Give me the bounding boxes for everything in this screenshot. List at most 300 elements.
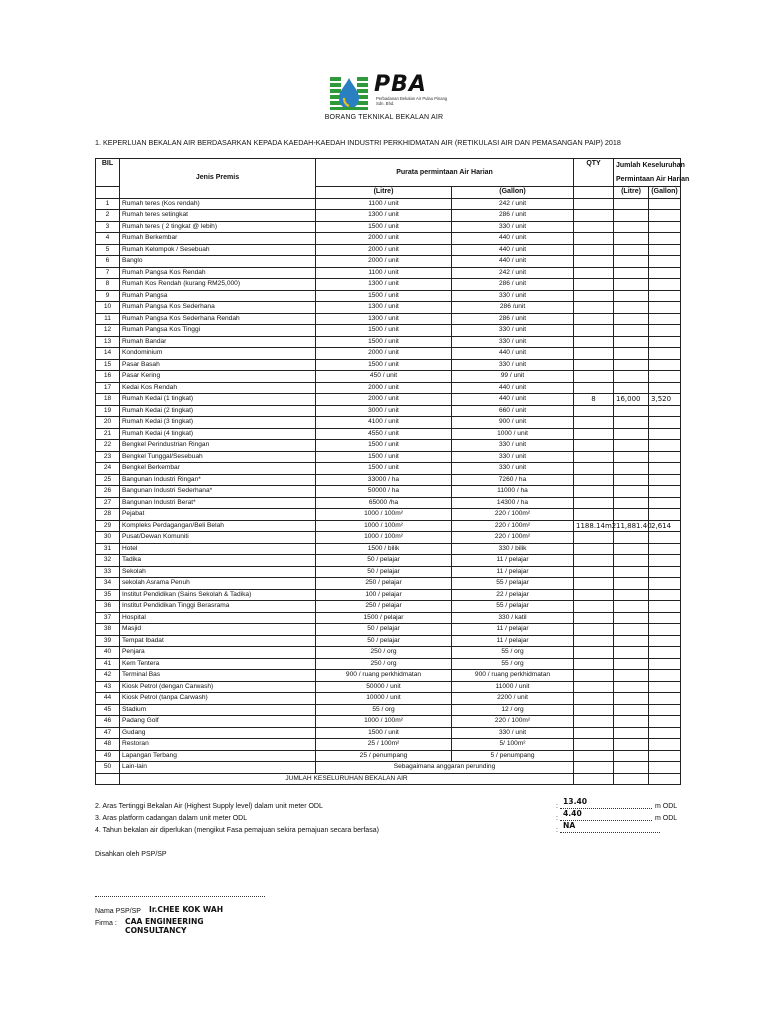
row-jenis: Tempat Ibadat [120,635,316,647]
table-row [96,451,681,463]
row-total-gallon [649,440,681,452]
row-qty [574,739,614,751]
row-litre: 250 / org [316,658,452,670]
col-jumlah-header-1: Jumlah Keseluruhan [614,159,681,174]
name-value: Ir.CHEE KOK WAH [149,905,224,914]
firm-value-line1: CAA ENGINEERING [125,917,204,926]
row-total-litre [614,371,649,383]
row-gallon: 55 / pelajar [452,578,574,590]
row-litre: 50000 / unit [316,681,452,693]
row-total-litre [614,440,649,452]
row-total-litre [614,555,649,567]
row-bil: 23 [96,451,120,463]
row-total-litre [614,382,649,394]
water-demand-table [95,158,690,785]
note3-value: 4.40 [563,809,582,818]
row-bil: 36 [96,601,120,613]
row-jenis: Rumah Pangsa Kos Sederhana [120,302,316,314]
row-total-gallon [649,647,681,659]
table-row [96,359,681,371]
row-bil: 30 [96,532,120,544]
row-total-litre [614,302,649,314]
row-bil: 40 [96,647,120,659]
row-qty [574,497,614,509]
row-jenis: Pusat/Dewan Komuniti [120,532,316,544]
row-jenis: Sekolah [120,566,316,578]
table-row [96,532,681,544]
note3-unit: m ODL [655,815,678,822]
row-qty [574,313,614,325]
row-qty [574,198,614,210]
row-total-litre [614,463,649,475]
row-gallon: 440 / unit [452,394,574,406]
row-total-gallon [649,267,681,279]
row-litre: 1500 / unit [316,440,452,452]
row-jenis: Padang Golf [120,716,316,728]
row-litre: 250 / org [316,647,452,659]
row-bil: 11 [96,313,120,325]
row-qty [574,325,614,337]
row-qty [574,428,614,440]
row-jenis: sekolah Asrama Penuh [120,578,316,590]
row-jenis: Kiosk Petrol (tanpa Carwash) [120,693,316,705]
row-litre: 1000 / 100m² [316,532,452,544]
note-supply-year: 4. Tahun bekalan air diperlukan (mengikut Fasa pemajuan sekira pemajuan secara berfasa) [95,827,379,834]
table-row [96,440,681,452]
row-jenis: Pasar Kering [120,371,316,383]
row-jenis: Bengkel Tunggal/Sesebuah [120,451,316,463]
table-row [96,394,681,406]
row-jenis: Institut Pendidikan (Sains Sekolah & Tadika) [120,589,316,601]
row-total-gallon [649,198,681,210]
row-gallon: 22 / pelajar [452,589,574,601]
row-jenis: Hotel [120,543,316,555]
row-bil: 21 [96,428,120,440]
row-qty [574,589,614,601]
row-gallon: 99 / unit [452,371,574,383]
row-qty [574,244,614,256]
pba-logo [330,74,448,112]
row-litre: 4100 / unit [316,417,452,429]
row-gallon: 286 / unit [452,313,574,325]
row-bil: 4 [96,233,120,245]
row-litre: 50 / pelajar [316,555,452,567]
row-jenis: Rumah teres setingkat [120,210,316,222]
table-row [96,658,681,670]
row-total-litre [614,543,649,555]
row-litre: 50000 / ha [316,486,452,498]
row-bil: 29 [96,520,120,532]
table-row [96,198,681,210]
row-qty [574,210,614,222]
row-total-gallon: 3,520 [649,394,681,406]
col-litre-header: (Litre) [316,187,452,199]
row-bil: 44 [96,693,120,705]
row-bil: 18 [96,394,120,406]
row-bil: 3 [96,221,120,233]
col-qty-header: QTY [574,159,614,187]
table-row [96,210,681,222]
table-row [96,233,681,245]
row-jenis: Pejabat [120,509,316,521]
row-gallon: 242 / unit [452,267,574,279]
row-bil: 38 [96,624,120,636]
row-total-litre [614,624,649,636]
table-row [96,589,681,601]
row-qty [574,256,614,268]
row-bil: 14 [96,348,120,360]
row-total-gallon [649,578,681,590]
row-gallon: 220 / 100m² [452,532,574,544]
table-row [96,693,681,705]
row-litre: 1300 / unit [316,313,452,325]
row-litre: 1500 / unit [316,221,452,233]
row-bil: 16 [96,371,120,383]
row-jenis: Tadika [120,555,316,567]
table-row [96,302,681,314]
row-bil: 34 [96,578,120,590]
row-qty [574,716,614,728]
row-total-gallon [649,382,681,394]
row-total-litre [614,658,649,670]
row-litre: 1500 / unit [316,290,452,302]
row-total-litre [614,704,649,716]
table-row [96,405,681,417]
row-total-gallon [649,509,681,521]
row-total-gallon [649,612,681,624]
row-bil: 32 [96,555,120,567]
row-gallon: 330 / unit [452,325,574,337]
row-litre: 1500 / pelajar [316,612,452,624]
row-litre: 25 / 100m² [316,739,452,751]
col-gallon-header: (Gallon) [452,187,574,199]
row-qty [574,601,614,613]
row-qty [574,681,614,693]
row-qty [574,302,614,314]
row-total-litre [614,451,649,463]
row-total-litre [614,635,649,647]
row-litre: 1500 / unit [316,359,452,371]
note2-value: 13.40 [563,797,588,806]
total-qty [574,773,614,785]
row-gallon: 440 / unit [452,348,574,360]
table-row [96,647,681,659]
table-row [96,704,681,716]
row-jenis: Pasar Basah [120,359,316,371]
total-gallon [649,773,681,785]
row-total-gallon [649,405,681,417]
row-total-litre [614,681,649,693]
row-jenis: Terminal Bas [120,670,316,682]
row-litre: 1100 / unit [316,198,452,210]
note-highest-supply: 2. Aras Tertinggi Bekalan Air (Highest Supply level) dalam unit meter ODL [95,803,323,810]
row-total-gallon [649,210,681,222]
row-bil: 15 [96,359,120,371]
row-jenis: Hospital [120,612,316,624]
row-gallon: 330 / unit [452,463,574,475]
row-total-litre [614,233,649,245]
row-qty [574,451,614,463]
row-total-gallon [649,497,681,509]
row-total-gallon [649,543,681,555]
row-total-litre [614,532,649,544]
row-gallon: 286 /unit [452,302,574,314]
row-litre: 1300 / unit [316,279,452,291]
col-jumlah-header-2: Permintaan Air Harian [614,173,681,187]
row-bil: 28 [96,509,120,521]
row-total-gallon [649,601,681,613]
row-gallon: 11 / pelajar [452,635,574,647]
row-total-gallon [649,313,681,325]
row-total-litre [614,716,649,728]
row-litre: 100 / pelajar [316,589,452,601]
row-total-gallon [649,256,681,268]
row-litre: 1300 / unit [316,210,452,222]
row-litre: 1000 / 100m² [316,509,452,521]
row-gallon: 11000 / unit [452,681,574,693]
row-total-litre [614,267,649,279]
row-litre: 65000 /ha [316,497,452,509]
row-gallon: 440 / unit [452,382,574,394]
row-gallon: 330 / unit [452,451,574,463]
row-qty [574,670,614,682]
table-row [96,520,681,532]
row-litre: 1100 / unit [316,267,452,279]
row-jenis: Banglo [120,256,316,268]
row-total-gallon [649,451,681,463]
table-row [96,256,681,268]
row-qty [574,290,614,302]
row-jenis: Bangunan Industri Ringan* [120,474,316,486]
row-lain-lain-text: Sebagaimana anggaran perunding [316,762,574,774]
row-bil: 26 [96,486,120,498]
row-total-litre [614,601,649,613]
row-total-gallon [649,555,681,567]
row-bil: 48 [96,739,120,751]
row-litre: 1500 / unit [316,463,452,475]
row-total-litre [614,474,649,486]
row-qty [574,359,614,371]
row-qty [574,267,614,279]
row-gallon: 900 / ruang perkhidmatan [452,670,574,682]
table-row [96,681,681,693]
row-qty [574,647,614,659]
firm-value-line2: CONSULTANCY [125,926,187,935]
row-qty [574,762,614,774]
row-jenis: Rumah Pangsa Kos Rendah [120,267,316,279]
table-row [96,474,681,486]
row-gallon: 330 / unit [452,221,574,233]
row-total-litre [614,313,649,325]
row-litre: 250 / pelajar [316,601,452,613]
row-gallon: 220 / 100m² [452,520,574,532]
row-bil: 13 [96,336,120,348]
row-litre: 3000 / unit [316,405,452,417]
row-total-litre [614,750,649,762]
col-jenis-header: Jenis Premis [120,159,316,199]
row-total-litre [614,497,649,509]
row-jenis: Kiosk Petrol (dengan Carwash) [120,681,316,693]
row-qty [574,474,614,486]
row-bil: 1 [96,198,120,210]
row-total-gallon [649,589,681,601]
row-jenis: Stadium [120,704,316,716]
row-qty: 1188.14m2 [574,520,614,532]
row-gallon: 330 / katil [452,612,574,624]
form-title: BORANG TEKNIKAL BEKALAN AIR [324,114,444,121]
row-litre: 50 / pelajar [316,566,452,578]
row-total-gallon [649,750,681,762]
signature-line [95,896,265,897]
row-total-gallon [649,463,681,475]
row-bil: 47 [96,727,120,739]
total-blank [96,773,120,785]
table-row [96,486,681,498]
row-jenis: Institut Pendidikan Tinggi Berasrama [120,601,316,613]
row-gallon: 220 / 100m² [452,716,574,728]
row-total-litre [614,405,649,417]
row-jenis: Rumah Kos Rendah (kurang RM25,000) [120,279,316,291]
row-jenis: Kedai Kos Rendah [120,382,316,394]
row-total-litre [614,670,649,682]
table-row [96,497,681,509]
approved-by-label: Disahkan oleh PSP/SP [95,851,167,858]
row-total-litre: 16,000 [614,394,649,406]
row-total-gallon [649,624,681,636]
row-qty [574,624,614,636]
row-bil: 8 [96,279,120,291]
row-bil: 10 [96,302,120,314]
row-qty [574,233,614,245]
row-bil: 20 [96,417,120,429]
row-bil: 45 [96,704,120,716]
row-jenis: Rumah Kedai (1 tingkat) [120,394,316,406]
row-jenis: Rumah Bandar [120,336,316,348]
total-label: JUMLAH KESELURUHAN BEKALAN AIR [120,773,574,785]
row-gallon: 1000 / unit [452,428,574,440]
row-litre: 250 / pelajar [316,578,452,590]
row-qty [574,658,614,670]
row-bil: 24 [96,463,120,475]
row-bil: 5 [96,244,120,256]
row-litre: 1500 / unit [316,451,452,463]
table-row [96,290,681,302]
row-total-litre [614,486,649,498]
note4-dotted-line [560,832,660,833]
row-bil: 7 [96,267,120,279]
row-gallon: 286 / unit [452,279,574,291]
row-total-litre [614,256,649,268]
row-gallon: 11 / pelajar [452,624,574,636]
row-litre: 1000 / 100m² [316,716,452,728]
row-total-gallon [649,244,681,256]
row-gallon: 14300 / ha [452,497,574,509]
row-litre: 55 / org [316,704,452,716]
row-gallon: 242 / unit [452,198,574,210]
row-bil: 22 [96,440,120,452]
table-row [96,727,681,739]
table-row [96,325,681,337]
name-label: Nama PSP/SP [95,908,141,915]
row-litre: 10000 / unit [316,693,452,705]
row-gallon: 330 / bilik [452,543,574,555]
row-qty [574,532,614,544]
row-gallon: 440 / unit [452,256,574,268]
row-jenis: Lain-lain [120,762,316,774]
row-jenis: Bengkel Perindustrian Ringan [120,440,316,452]
row-bil: 33 [96,566,120,578]
col-total-litre-header: (Litre) [614,187,649,199]
row-total-litre [614,727,649,739]
row-total-gallon [649,371,681,383]
row-litre: 900 / ruang perkhidmatan [316,670,452,682]
row-jenis: Kem Tentera [120,658,316,670]
row-litre: 2000 / unit [316,244,452,256]
row-jenis: Rumah teres (Kos rendah) [120,198,316,210]
row-total-litre [614,348,649,360]
row-litre: 1500 / bilik [316,543,452,555]
row-gallon: 286 / unit [452,210,574,222]
row-total-litre [614,739,649,751]
table-row [96,555,681,567]
row-jenis: Masjid [120,624,316,636]
table-row [96,509,681,521]
row-gallon: 660 / unit [452,405,574,417]
note2-unit: m ODL [655,803,678,810]
row-gallon: 330 / unit [452,440,574,452]
row-gallon: 55 / org [452,647,574,659]
row-qty [574,704,614,716]
row-gallon: 5/ 100m² [452,739,574,751]
row-jenis: Bengkel Berkembar [120,463,316,475]
row-jenis: Bangunan Industri Berat* [120,497,316,509]
row-gallon: 330 / unit [452,336,574,348]
table-row [96,336,681,348]
row-total-gallon: 2,614 [649,520,681,532]
row-qty [574,509,614,521]
row-qty [574,348,614,360]
col-total-gallon-header: (Gallon) [649,187,681,199]
row-litre: 1500 / unit [316,325,452,337]
row-litre: 2000 / unit [316,348,452,360]
row-qty [574,578,614,590]
table-row [96,578,681,590]
row-gallon: 11 / pelajar [452,555,574,567]
row-total-gallon [649,739,681,751]
row-qty [574,279,614,291]
row-jenis: Rumah Kedai (2 tingkat) [120,405,316,417]
table-row [96,624,681,636]
logo-text: PBA [374,72,427,97]
table-row [96,221,681,233]
row-litre: 33000 / ha [316,474,452,486]
col-purata-header: Purata permintaan Air Harian [316,159,574,187]
table-row [96,739,681,751]
row-total-litre: 11,881.40 [614,520,649,532]
row-bil: 2 [96,210,120,222]
row-litre: 2000 / unit [316,256,452,268]
row-total-gallon [649,704,681,716]
row-jenis: Penjara [120,647,316,659]
row-qty [574,221,614,233]
note3-colon: : [556,815,558,822]
table-row [96,750,681,762]
row-total-litre [614,221,649,233]
row-gallon: 2200 / unit [452,693,574,705]
table-row [96,348,681,360]
note4-colon: : [556,827,558,834]
table-row [96,463,681,475]
